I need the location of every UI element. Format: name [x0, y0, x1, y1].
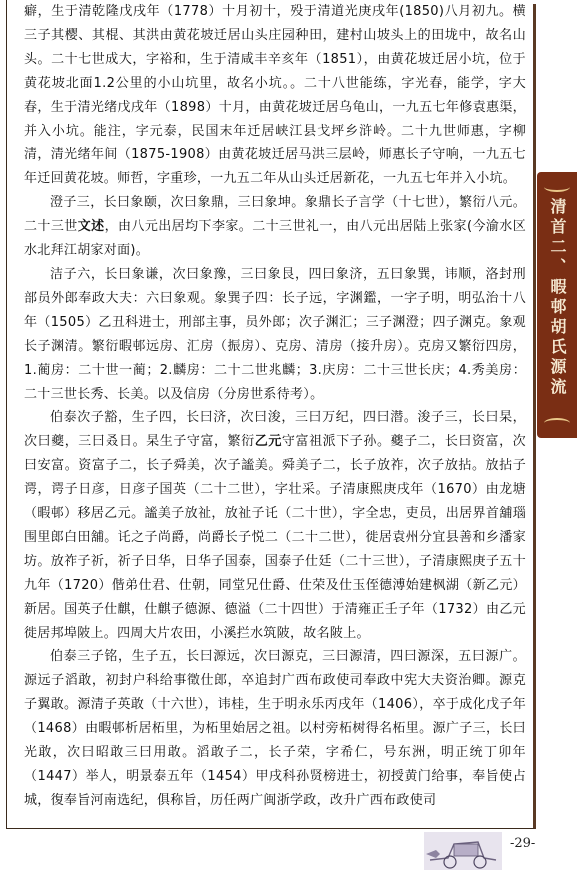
carriage-illustration: [424, 832, 502, 870]
bold-name: 文述: [77, 219, 105, 235]
bold-name: 乙元: [254, 434, 282, 450]
chapter-side-tab: [537, 172, 577, 438]
bottom-rule: [6, 828, 426, 829]
paragraph-3: 洁子六，长曰象谦，次曰象豫，三曰象艮，四曰象济，五曰象巽，讳顺，洛封刑部员外郎奉政大夫：六曰象观。象巽子四：长子远，字渊鑑，一字子明，明弘治十八年（1505）乙丑科进士，刑部主事，员外郎；次子渊汇；三子渊澄；四子渊克。象观长子渊清。繁衍暇邨远房、汇房（振房）、克房、清房（接升房）。克房又繁衍四房，1.蔺房：二十世一蔺；2.麟房：二十二世兆麟；3.庆房：二十三世长庆；4.秀美房：二十三世长秀、长美。以及信房（分房世系待考）。: [24, 266, 526, 402]
body-text: [24, 0, 526, 813]
page-number: -29-: [510, 836, 536, 851]
paragraph-1: 癖，生于清乾隆戊戌年（1778）十月初十，殁于清道光庚戌年(1850)八月初九。横三子其樱、其棍、其洪由黄花坡迁居山头庄园种田，建村山坡头上的田垅中，故名山头。二十七世成大，字裕和，生于清咸丰辛亥年（1851），由黄花坡迁居小坑，位于黄花坡北面1.2公里的小山坑里，故名小坑。。二十八世能练，字光春，能学，字大春，生于清光绪戊戌年（1898）十月，由黄花坡迁居乌龟山，一九五七年修袁惠渠，并入小坑。能注，字元泰，民国末年迁居峡江县戈坪乡浒岭。二十九世师惠，字柳清，清光绪年间（1875-1908）由黄花坡迁居马洪三层岭，师惠长子守响，一九五七年迁回黄花坡。师哲，字重珍，一九五二年从山头迁居新花，一九五七年并入小坑。: [24, 4, 526, 187]
ornament-bottom: [544, 418, 570, 428]
paragraph-5: 伯泰三子铭，生子五，长曰源远，次曰源克，三曰源清，四曰源深，五曰源广。源远子滔敢，初封户科给事徵仕郎，卒追封广西布政使司奉政中宪大夫资治卿。源克子翼敢。源清子英敢（十六世），讳桂，生于明永乐丙戌年（1406），卒于成化戊子年（1468）由暇邨析居柘里，为柘里始居之祖。以村旁柘树得名柘里。源广子三，长曰光敢，次曰昭敢三曰用敢。滔敢子二，长子荣，字希仁，号东洲，明正统丁卯年（1447）举人，明景泰五年（1454）甲戌科孙贤榜进士，初授黄门给事，奉旨使占城，復奉旨河南选纪，俱称旨，历任两广闽浙学政，改升广西布政使司: [24, 649, 526, 808]
paragraph-4: 伯泰次子豁，生子四，长曰济，次曰浚，三曰万纪，四曰潜。浚子三，长曰杲，次曰夔，三曰叒日。杲生子守富，繁衍乙元守富祖派下子孙。夔子二，长曰资富，次曰安富。资富子二，长子舜美，次子謐美。舜美子二，长子放祚，次子放拈。放拈子谔，谔子日彦，日彦子国英（二十二世），字壮采。子清康熙庚戌年（1670）由龙塘（暇邨）移居乙元。謐美子放祉，放祉子讬（二十世），字全忠，吏员，出居界首舖瑙围里郎白田舖。讬之子尚爵，尚爵长子悦二（二十二世），徙居袁州分宜县善和乡潘家坊。放祚子祈，祈子日华，日华子国泰，国泰子仕廷（二十三世），子清康熙庚子五十九年（1720）偕弟仕君、仕朝，同堂兄仕爵、仕荣及仕玉侄德溥始建枫湖（新乙元）新居。国英子仕麒，仕麒子德源、德溢（二十四世）于清雍正壬子年（1732）由乙元徙居邦埠陂上。四周大片农田，小溪拦水筑陂，故名陂上。: [24, 410, 526, 641]
paragraph-2: 澄子三，长曰象颐，次曰象鼎，三曰象坤。象鼎长子言学（十七世），繁衍八元。二十三世文述，由八元出居均下李家。二十三世礼一，由八元出居陆上张家(今渝水区水北拜江胡家对面)。: [24, 195, 527, 259]
ornament-top: [544, 182, 570, 192]
chapter-title: 清首二、暇邨胡氏源流: [548, 198, 567, 398]
